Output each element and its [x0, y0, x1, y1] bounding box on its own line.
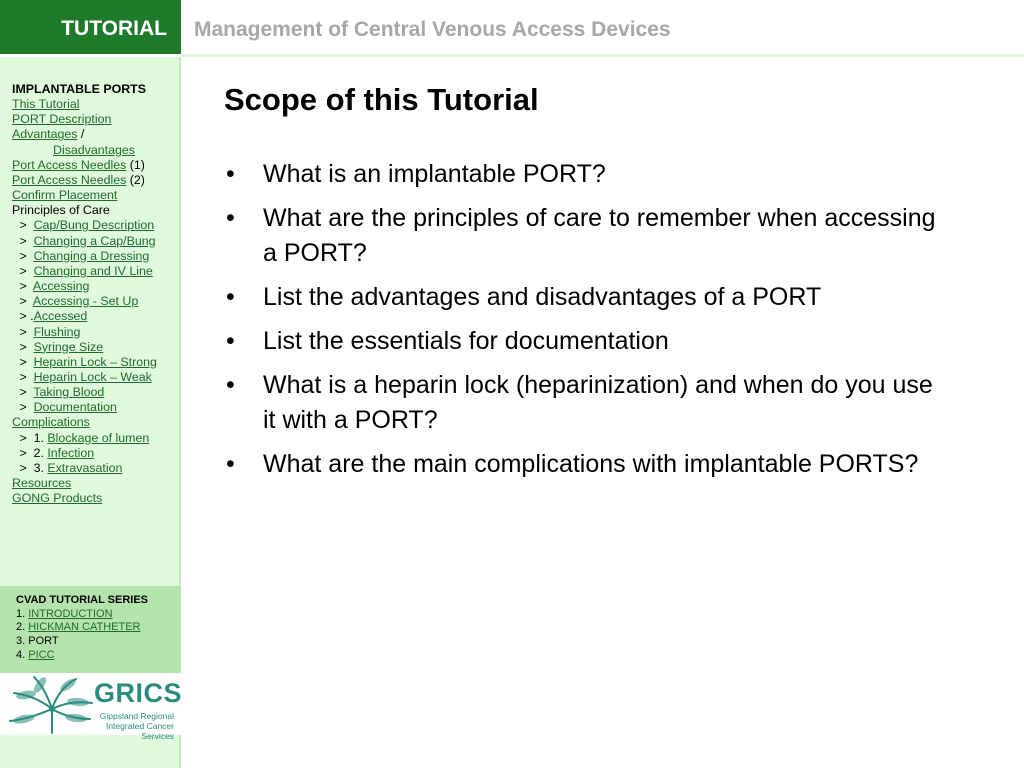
grics-logo [0, 673, 183, 741]
series-item [16, 621, 181, 635]
header-bar [0, 0, 1024, 54]
sidebar-item [12, 309, 157, 324]
sidebar-item-prefix: > [16, 385, 34, 400]
sidebar-link[interactable]: Cap/Bung Description [33, 218, 155, 233]
sidebar-item [12, 143, 157, 158]
scope-bullet [224, 157, 944, 192]
sidebar-item [12, 97, 157, 112]
fern-leaf-icon [4, 673, 96, 735]
scope-bullet-text: What are the principles of care to remember when accessing a PORT? [263, 204, 936, 267]
sidebar-item-prefix: > 3. [16, 460, 48, 475]
sidebar-link[interactable]: GONG Products [12, 491, 103, 506]
sidebar-link[interactable]: Complications [12, 415, 90, 430]
sidebar-link[interactable]: Changing and IV Line [33, 263, 153, 278]
bullet-dot-icon: • [226, 371, 235, 399]
tutorial-tab: TUTORIAL [0, 0, 181, 54]
sidebar-item [12, 461, 157, 476]
sidebar-item-prefix: > [16, 233, 34, 248]
sidebar-item [12, 127, 157, 142]
sidebar-link[interactable]: Heparin Lock – Strong [33, 354, 157, 369]
sidebar-item [12, 446, 157, 461]
sidebar-link[interactable]: This Tutorial [12, 97, 80, 112]
sidebar-link[interactable]: Resources [12, 476, 72, 491]
series-item [16, 649, 181, 663]
sidebar-link[interactable]: Documentation [33, 400, 117, 415]
sidebar-item-prefix: > [16, 218, 34, 233]
sidebar-link[interactable]: Taking Blood [33, 385, 105, 400]
sidebar-item [12, 173, 157, 188]
sidebar-item [12, 431, 157, 446]
sidebar-item-prefix: > [16, 248, 34, 263]
sidebar-item [12, 340, 157, 355]
sidebar-link[interactable]: Changing a Dressing [33, 248, 150, 263]
scope-bullet [224, 368, 944, 438]
sidebar-item [12, 218, 157, 233]
sidebar-item-prefix: > [16, 400, 34, 415]
sidebar-link[interactable]: Blockage of lumen [47, 430, 150, 445]
sidebar-item [12, 355, 157, 370]
sidebar-item-suffix: (1) [126, 157, 145, 172]
sidebar-item [12, 385, 157, 400]
series-item [16, 608, 181, 622]
sidebar-nav [12, 82, 157, 506]
scope-bullet-text: List the advantages and disadvantages of a PORT [263, 283, 822, 311]
sidebar-item [12, 234, 157, 249]
sidebar-item [12, 400, 157, 415]
sidebar-item [12, 476, 157, 491]
series-item-number: 3. [16, 635, 29, 648]
tutorial-series-box [0, 586, 181, 673]
logo-name: GRICS [94, 678, 183, 708]
sidebar-link[interactable]: Accessed [33, 309, 88, 324]
sidebar-link[interactable]: PORT Description [12, 112, 112, 127]
sidebar-item [12, 249, 157, 264]
header-divider [181, 54, 1024, 57]
sidebar-item-suffix: / [77, 127, 85, 142]
series-heading: CVAD TUTORIAL SERIES [16, 594, 149, 606]
bullet-dot-icon: • [226, 327, 235, 355]
scope-bullet-text: What are the main complications with implantable PORTS? [263, 450, 919, 478]
sidebar-item [12, 188, 157, 203]
series-item-number: 4. [16, 648, 29, 661]
series-item-number: 1. [16, 607, 29, 620]
sidebar-link[interactable]: Flushing [33, 324, 81, 339]
scope-bullet-text: What is an implantable PORT? [263, 160, 606, 188]
scope-bullet [224, 324, 944, 359]
bullet-dot-icon: • [226, 160, 235, 188]
sidebar-item-prefix: > [16, 294, 33, 309]
sidebar-item [12, 203, 157, 218]
logo-subtitle-line1: Gippsland Regional [99, 711, 174, 721]
sidebar-item-prefix: > . [16, 309, 34, 324]
sidebar-item [12, 294, 157, 309]
page-header-title: Management of Central Venous Access Devices [194, 18, 671, 41]
series-link[interactable]: INTRODUCTION [28, 607, 113, 620]
sidebar-label: Principles of Care [12, 203, 110, 218]
sidebar-item-prefix: > [16, 339, 34, 354]
bullet-dot-icon: • [226, 283, 235, 311]
sidebar-item-prefix: > 1. [16, 430, 48, 445]
sidebar-link[interactable]: Changing a Cap/Bung [33, 233, 156, 248]
sidebar-link[interactable]: Infection [47, 445, 95, 460]
sidebar-item [12, 264, 157, 279]
scope-bullet [224, 201, 944, 271]
sidebar-heading: IMPLANTABLE PORTS [12, 82, 146, 96]
sidebar-item-prefix: > [16, 354, 34, 369]
sidebar-item [12, 491, 157, 506]
bullet-dot-icon: • [226, 450, 235, 478]
sidebar-item-prefix: > 2. [16, 445, 48, 460]
sidebar-item [12, 370, 157, 385]
sidebar-link[interactable]: Extravasation [47, 460, 123, 475]
series-current: PORT [28, 635, 59, 648]
series-item-number: 2. [16, 621, 29, 634]
sidebar-link[interactable]: Syringe Size [33, 339, 104, 354]
series-item [16, 635, 181, 649]
sidebar-link[interactable]: Advantages [12, 127, 78, 142]
series-link[interactable]: HICKMAN CATHETER [28, 621, 141, 634]
sidebar-link[interactable]: Accessing [32, 279, 90, 294]
sidebar-link[interactable]: Port Access Needles [12, 157, 127, 172]
bullet-dot-icon: • [226, 204, 235, 232]
series-link[interactable]: PICC [28, 648, 55, 661]
sidebar-item-prefix: > [16, 324, 34, 339]
sidebar-item [12, 158, 157, 173]
sidebar-item [12, 112, 157, 127]
sidebar-item-prefix: > [16, 369, 34, 384]
scope-bullet [224, 280, 944, 315]
sidebar-item-suffix: (2) [126, 172, 145, 187]
sidebar-item [12, 279, 157, 294]
slide-title: Scope of this Tutorial [224, 82, 539, 117]
sidebar-link[interactable]: Heparin Lock – Weak [33, 369, 152, 384]
scope-bullet-list [224, 157, 944, 491]
logo-subtitle [94, 711, 174, 741]
sidebar-item [12, 415, 157, 430]
sidebar-link[interactable]: Port Access Needles [12, 172, 127, 187]
sidebar-link[interactable]: Confirm Placement [12, 188, 118, 203]
scope-bullet [224, 447, 944, 482]
sidebar-item-prefix: > [16, 279, 33, 294]
sidebar-link[interactable]: Accessing - Set Up [32, 294, 139, 309]
sidebar-link[interactable]: Disadvantages [53, 142, 135, 157]
logo-subtitle-line2: Integrated Cancer Services [105, 721, 174, 741]
scope-bullet-text: List the essentials for documentation [263, 327, 669, 355]
scope-bullet-text: What is a heparin lock (heparinization) and when do you use it with a PORT? [263, 371, 933, 434]
sidebar-item [12, 325, 157, 340]
sidebar-item-prefix: > [16, 263, 34, 278]
